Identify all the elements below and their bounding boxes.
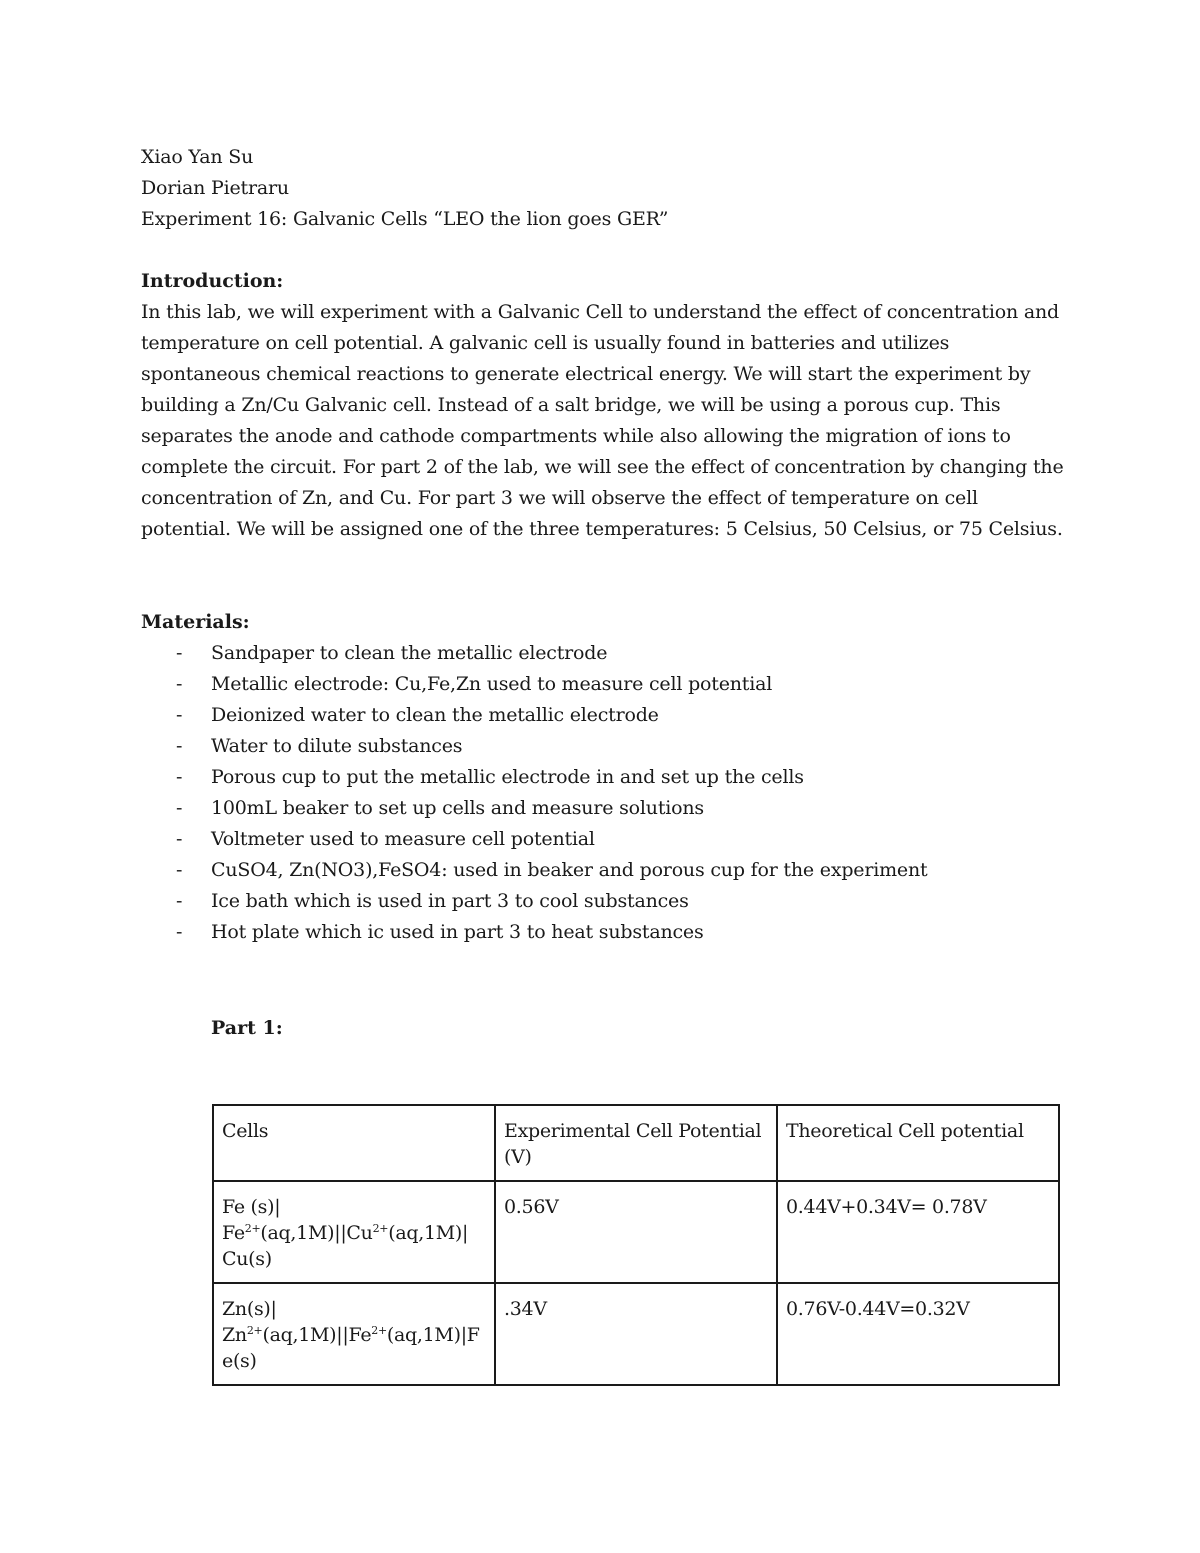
column-header-cells: Cells — [213, 1105, 495, 1181]
table-row — [213, 1181, 1059, 1283]
materials-heading: Materials: — [141, 611, 250, 633]
document-page — [141, 142, 1071, 948]
introduction-paragraph: In this lab, we will experiment with a Galvanic Cell to understand the effect of concentration and temperature on cell potential. A galvanic cell is usually found in batteries and utilizes spontaneous chemical reactions to generate electrical energy. We will start the experiment by building a Zn/Cu Galvanic cell. Instead of a salt bridge, we will be using a porous cup. This separates the anode and cathode compartments while also allowing the migration of ions to complete the circuit. For part 2 of the lab, we will see the effect of concentration by changing the concentration of Zn, and Cu. For part 3 we will observe the effect of temperature on cell potential. We will be assigned one of the three temperatures: 5 Celsius, 50 Celsius, or 75 Celsius. — [141, 301, 1064, 540]
column-header-experimental: Experimental Cell Potential (V) — [495, 1105, 777, 1181]
list-item: - Hot plate which ic used in part 3 to heat substances — [176, 921, 704, 943]
column-header-theoretical: Theoretical Cell potential — [777, 1105, 1059, 1181]
author-1: Xiao Yan Su — [141, 146, 254, 168]
spacer — [141, 545, 1071, 607]
list-item: - Porous cup to put the metallic electrode in and set up the cells — [176, 766, 804, 788]
materials-list — [141, 638, 1071, 948]
experimental-value: .34V — [495, 1283, 777, 1385]
part1-heading: Part 1: — [211, 1017, 283, 1039]
table-row — [213, 1283, 1059, 1385]
experimental-value: 0.56V — [495, 1181, 777, 1283]
part1-table — [212, 1104, 1060, 1386]
list-item: - Sandpaper to clean the metallic electrode — [176, 642, 608, 664]
cell-notation: Zn(s)| $Zn^{2+}(aq,1M)||Fe^{2+}(aq,1M)|F$ e(s) — [213, 1283, 495, 1385]
cell-notation: Fe (s)| $Fe^{2+}(aq,1M)||Cu^{2+}(aq,1M)|$ Cu(s) — [213, 1181, 495, 1283]
list-item: - Water to dilute substances — [176, 735, 463, 757]
list-item: - Voltmeter used to measure cell potential — [176, 828, 595, 850]
list-item: - 100mL beaker to set up cells and measure solutions — [176, 797, 704, 819]
list-item: - Metallic electrode: Cu,Fe,Zn used to measure cell potential — [176, 673, 773, 695]
introduction-heading: Introduction: — [141, 270, 284, 292]
table-header-row — [213, 1105, 1059, 1181]
list-item: - Ice bath which is used in part 3 to cool substances — [176, 890, 689, 912]
spacer — [141, 235, 1071, 266]
theoretical-value: 0.76V-0.44V=0.32V — [777, 1283, 1059, 1385]
list-item: - CuSO4, Zn(NO3),FeSO4: used in beaker and porous cup for the experiment — [176, 859, 928, 881]
list-item: - Deionized water to clean the metallic electrode — [176, 704, 659, 726]
theoretical-value: 0.44V+0.34V= 0.78V — [777, 1181, 1059, 1283]
author-2: Dorian Pietraru — [141, 177, 289, 199]
experiment-title: Experiment 16: Galvanic Cells “LEO the lion goes GER” — [141, 208, 669, 230]
